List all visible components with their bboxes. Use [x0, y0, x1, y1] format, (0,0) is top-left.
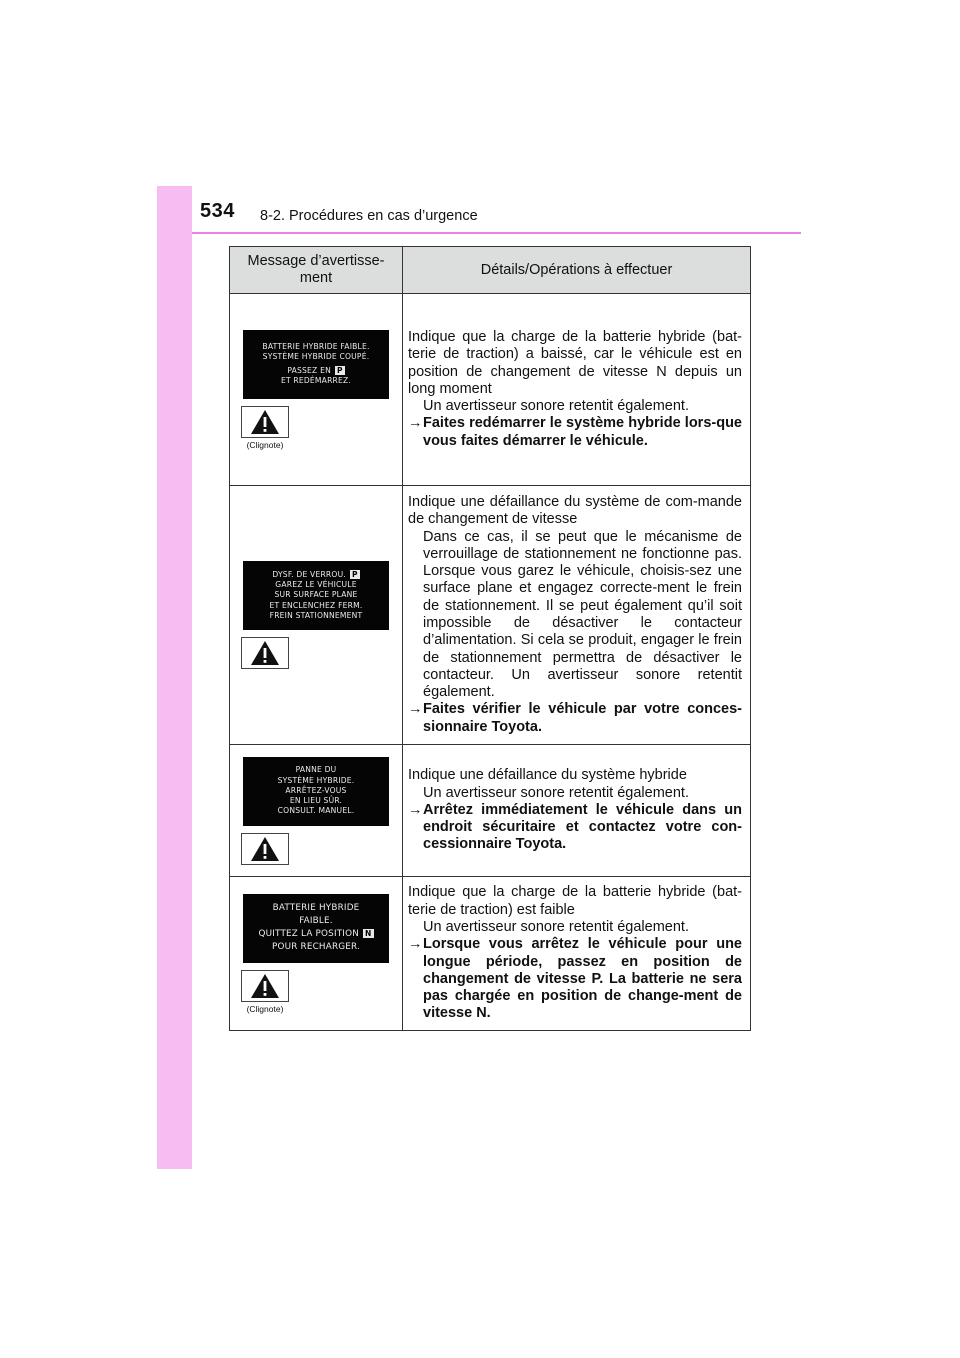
- detail-cell: [403, 745, 751, 877]
- blink-note: (Clignote): [246, 1003, 284, 1014]
- arrow-icon: →: [408, 701, 423, 718]
- section-title: 8-2. Procédures en cas d’urgence: [260, 208, 478, 224]
- action-label: Lorsque vous arrêtez le véhicule pour une longue période, passez en position de changement de vitesse P. La batterie ne sera pas chargée en position de change-ment de vitesse N.: [423, 936, 742, 1022]
- display-line: SYSTÈME HYBRIDE.: [277, 775, 355, 785]
- lcd-display: [243, 561, 389, 630]
- warning-triangle-icon: [241, 406, 289, 438]
- lcd-display: [243, 330, 389, 399]
- display-line: PASSEZ EN: [287, 365, 331, 375]
- arrow-icon: →: [408, 936, 423, 953]
- arrow-icon: →: [408, 801, 423, 818]
- action-text: [408, 936, 742, 1022]
- display-line: FREIN STATIONNEMENT: [269, 610, 363, 620]
- arrow-icon: →: [408, 415, 423, 432]
- action-label: Faites redémarrer le système hybride lors-que vous faites démarrer le véhicule.: [423, 415, 742, 449]
- detail-cell: [403, 877, 751, 1031]
- note-text: Un avertisseur sonore retentit également.: [423, 398, 689, 415]
- display-line: QUITTEZ LA POSITION: [258, 929, 360, 939]
- column-header-message: Message d’avertisse-ment: [230, 247, 403, 294]
- display-line: CONSULT. MANUEL.: [277, 806, 355, 816]
- table-row: [230, 486, 751, 745]
- message-cell: [230, 294, 403, 486]
- display-line: SUR SURFACE PLANE: [274, 590, 358, 600]
- column-header-details: Détails/Opérations à effectuer: [403, 247, 751, 294]
- display-line: BATTERIE HYBRIDE: [272, 903, 360, 913]
- message-cell: [230, 745, 403, 877]
- warning-message-table: [229, 246, 751, 1031]
- display-line: GAREZ LE VÉHICULE: [275, 580, 357, 590]
- note-text: Un avertisseur sonore retentit également.: [423, 918, 689, 935]
- display-line: EN LIEU SÛR.: [289, 796, 343, 806]
- lcd-display: [243, 757, 389, 826]
- lcd-display: [243, 894, 389, 963]
- detail-cell: [403, 486, 751, 745]
- message-cell: [230, 877, 403, 1031]
- warning-triangle-icon: [241, 970, 289, 1002]
- description-text: Indique que la charge de la batterie hybride (bat-terie de traction) est faible: [408, 884, 742, 918]
- display-line: PANNE DU: [295, 765, 337, 775]
- display-line: DYSF. DE VERROU.: [272, 569, 346, 579]
- display-line: SYSTÈME HYBRIDE COUPÉ.: [262, 352, 370, 362]
- display-line: POUR RECHARGER.: [271, 942, 361, 952]
- detail-cell: [403, 294, 751, 486]
- table-row: [230, 294, 751, 486]
- table-row: [230, 877, 751, 1031]
- blink-note: (Clignote): [246, 439, 284, 450]
- table-header-row: [230, 247, 751, 294]
- table-row: [230, 745, 751, 877]
- display-line: ET ENCLENCHEZ FERM.: [269, 600, 363, 610]
- header-rule: [192, 232, 801, 234]
- warning-triangle-icon: [241, 833, 289, 865]
- display-line: FAIBLE.: [299, 916, 333, 926]
- display-line: BATTERIE HYBRIDE FAIBLE.: [262, 342, 370, 352]
- action-label: Faites vérifier le véhicule par votre conces-sionnaire Toyota.: [423, 701, 742, 735]
- gear-indicator: P: [351, 569, 358, 579]
- description-text: Indique une défaillance du système de com-mande de changement de vitesse: [408, 493, 742, 528]
- description-text: Indique que la charge de la batterie hybride (bat-terie de traction) a baissé, car le véhicule est en position de changement de vitesse N depuis un long moment: [408, 328, 742, 397]
- message-cell: [230, 486, 403, 745]
- note-text: Dans ce cas, il se peut que le mécanisme de verrouillage de stationnement ne fonctionne pas. Lorsque vous garez le véhicule, choisis-sez une surface plane et engagez correcte-ment le frein de stationnement. Il se peut également qu’il soit impossible de désactiver le contacteur d’alimentation. Si cela se produit, engager le frein de stationnement permettra de désactiver le contacteur. Un avertisseur sonore retentit également.: [423, 528, 742, 701]
- action-text: [408, 701, 742, 736]
- gear-indicator: N: [365, 929, 372, 938]
- chapter-tab-band: [157, 186, 192, 1169]
- display-line: ARRÊTEZ-VOUS: [285, 785, 347, 795]
- action-text: [408, 415, 742, 450]
- description-text: Indique une défaillance du système hybride: [408, 767, 687, 784]
- gear-indicator: P: [336, 365, 343, 375]
- note-text: Un avertisseur sonore retentit également.: [423, 784, 689, 801]
- page-number: 534: [200, 200, 235, 222]
- action-label: Arrêtez immédiatement le véhicule dans un endroit sécuritaire et contactez votre con-cessionnaire Toyota.: [423, 801, 742, 853]
- display-line: ET REDÉMARREZ.: [280, 375, 352, 385]
- warning-triangle-icon: [241, 637, 289, 669]
- action-text: [408, 802, 742, 854]
